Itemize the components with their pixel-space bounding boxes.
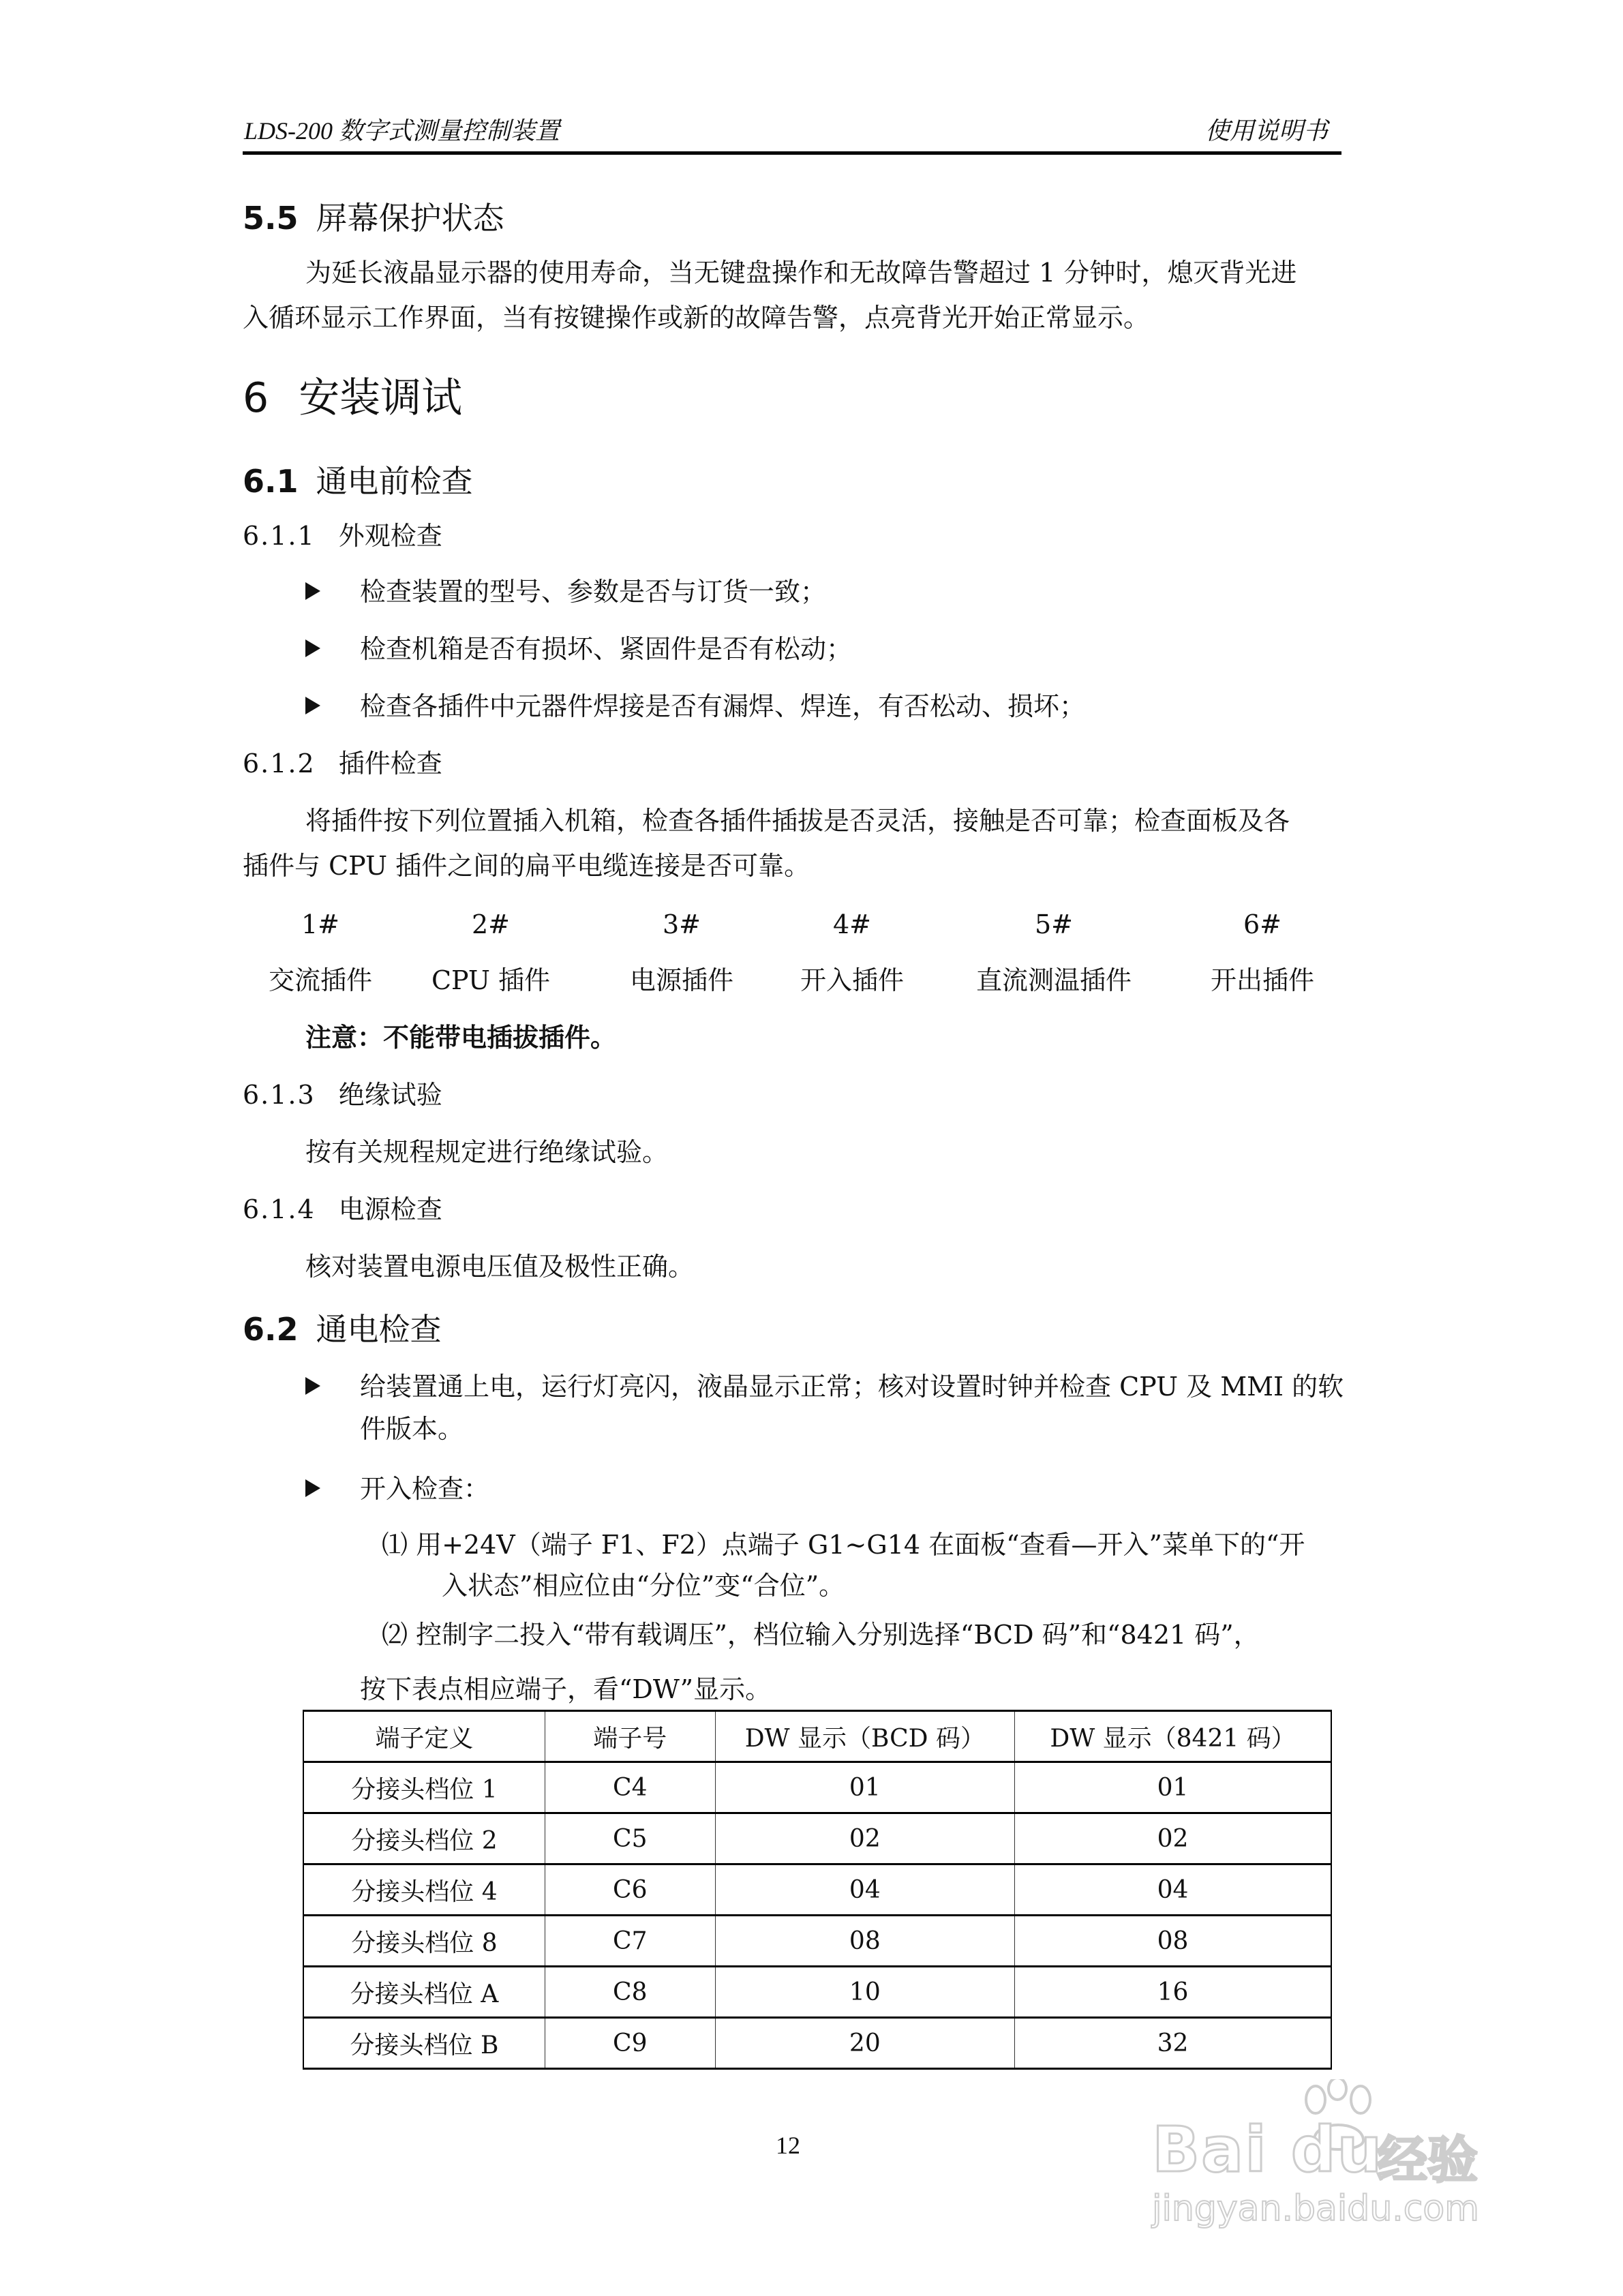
- table-header-row: [303, 1711, 1331, 1762]
- plugin-name: CPU 插件: [431, 965, 551, 995]
- subsection-6-1-1-heading: [243, 518, 442, 554]
- plugin-slot: 1#: [301, 909, 340, 939]
- table-row: 分接头档位 2 C5 02 02: [303, 1813, 1331, 1864]
- section-number: 6.2: [243, 1311, 299, 1348]
- section-5-5-paragraph-line2: 入循环显示工作界面，当有按键操作或新的故障告警，点亮背光开始正常显示。: [243, 303, 1150, 333]
- subsection-title: 插件检查: [338, 749, 442, 779]
- section-title: 通电检查: [316, 1311, 442, 1348]
- section-title: 屏幕保护状态: [316, 200, 504, 237]
- plugin-slot: 5#: [1034, 909, 1074, 939]
- section-5-5-heading: [243, 198, 504, 239]
- chapter-6-heading: [243, 374, 462, 423]
- column-header: 端子定义: [303, 1711, 545, 1762]
- table-row: 分接头档位 8 C7 08 08: [303, 1916, 1331, 1967]
- page-number: 12: [776, 2132, 800, 2159]
- arrow-bullet-icon: [305, 697, 320, 714]
- subsection-6-1-2-paragraph-line1: 将插件按下列位置插入机箱，检查各插件插拔是否灵活，接触是否可靠；检查面板及各: [305, 806, 1290, 836]
- subsection-title: 外观检查: [338, 521, 442, 551]
- chapter-title: 安装调试: [299, 374, 463, 422]
- table-row: 分接头档位 A C8 10 16: [303, 1967, 1331, 2018]
- section-6-2-heading: [243, 1309, 442, 1350]
- plugin-slot: 4#: [832, 909, 872, 939]
- plugin-slot: 6#: [1243, 909, 1282, 939]
- section-number: 6.1: [243, 463, 299, 500]
- warning-note: 注意：不能带电插拔插件。: [305, 1022, 617, 1053]
- document-page: LDS-200 数字式测量控制装置 使用说明书 5.5 屏幕保护状态 为延长液晶显示器的使用寿命，当无键盘操作和无故障告警超过 1 分钟时，熄灭背光进 入循环显示工作界面，当有按键操作或新的故障告警，点亮背光开始正常显示。 6 安装调试 6.1 通电前检查 6.1.1 外观检查 检查装置的型号、参数是否与订货一致； 检查机箱是否有损坏、紧固件是否有松动； 检查各插件中元器件焊接是否有漏焊、焊连，有否松动、损坏； 6.1.2 插件检查 将插件按下列位置插入机箱，检查各插件插拔是否灵活，接触是否可靠；检查面板及各 插件与 CPU 插件之间的扁平电缆连接是否可靠。 1# 2# 3# 4# 5# 6# 交流插件 CPU 插件 电源插件 开入插件 直流测温插件 开出插件 注意：不能带电插拔插件。 6.1.3 绝缘试验 按有关规程规定进行绝缘试验。 6.1.4 电源检查 核对装置电源电压值及极性正确。 6.2 通电检查 给装置通上电，运行灯亮闪，液晶显示正常；核对设置时钟并检查 CPU 及 MMI 的软 件版本。 开入检查： ⑴ 用+24V（端子 F1、F2）点端子 G1~G14 在面板“查看—开入”菜单下的“开 入状态”相应位由“分位”变“合位”。 ⑵ 控制字二投入“带有载调压”，档位输入分别选择“BCD 码”和“8421 码”， 按下表点相应端子，看“DW”显示。 端子定义 端子号 DW 显示（BCD 码） DW 显示（8421 码） 分接头档位 1 C4 01 01 分接头档位 2 C5 02 02 分接头档位 4 C6 04 04 分接头档位 8 C7 08 08 分接头档位 A C8 10 16 分接头档位 B C9 20 32 12 Bai du 经验 jingyan.baidu.com: [0, 0, 1623, 2296]
- plugin-slot: 2#: [471, 909, 511, 939]
- arrow-bullet-icon: [305, 639, 320, 657]
- subsection-title: 电源检查: [338, 1194, 442, 1224]
- subsection-6-1-2-paragraph-line2: 插件与 CPU 插件之间的扁平电缆连接是否可靠。: [243, 851, 810, 881]
- watermark-logo-text: Bai du: [1152, 2113, 1384, 2186]
- header-rule: [243, 151, 1341, 155]
- plugin-name: 直流测温插件: [975, 965, 1132, 995]
- tap-position-table: [303, 1710, 1332, 2070]
- section-title: 通电前检查: [316, 463, 473, 500]
- column-header: 端子号: [545, 1711, 715, 1762]
- subsection-title: 绝缘试验: [338, 1080, 442, 1110]
- header-title-right: 使用说明书: [1204, 117, 1328, 145]
- plugin-name: 电源插件: [629, 965, 733, 995]
- arrow-bullet-icon: [305, 1479, 320, 1497]
- section-5-5-paragraph-line1: 为延长液晶显示器的使用寿命，当无键盘操作和无故障告警超过 1 分钟时，熄灭背光进: [305, 258, 1297, 288]
- subsection-number: 6.1.2: [243, 749, 316, 779]
- subsection-6-1-4-heading: [243, 1192, 442, 1227]
- subsection-6-1-3-paragraph: 按有关规程规定进行绝缘试验。: [305, 1137, 669, 1167]
- plugin-name: 交流插件: [268, 965, 372, 995]
- numbered-item-2-line2: 按下表点相应端子，看“DW”显示。: [360, 1674, 772, 1704]
- column-header: DW 显示（BCD 码）: [715, 1711, 1014, 1762]
- subsection-6-1-4-paragraph: 核对装置电源电压值及极性正确。: [305, 1252, 695, 1282]
- list-item-continuation: 件版本。: [360, 1414, 464, 1444]
- watermark-url: jingyan.baidu.com: [1152, 2188, 1479, 2229]
- watermark-logo-cn: 经验: [1377, 2131, 1478, 2190]
- page-header: [243, 109, 1341, 157]
- header-title-left: LDS-200 数字式测量控制装置: [244, 117, 560, 145]
- arrow-bullet-icon: [305, 1377, 320, 1395]
- arrow-bullet-icon: [305, 582, 320, 600]
- section-6-1-heading: [243, 461, 473, 502]
- subsection-6-1-3-heading: [243, 1077, 442, 1113]
- subsection-number: 6.1.4: [243, 1194, 316, 1224]
- plugin-name: 开出插件: [1210, 965, 1314, 995]
- chapter-number: 6: [243, 374, 269, 422]
- subsection-number: 6.1.1: [243, 521, 316, 551]
- table-row: 分接头档位 1 C4 01 01: [303, 1762, 1331, 1813]
- column-header: DW 显示（8421 码）: [1015, 1711, 1331, 1762]
- table-row: 分接头档位 B C9 20 32: [303, 2018, 1331, 2069]
- table-row: 分接头档位 4 C6 04 04: [303, 1864, 1331, 1916]
- numbered-item-1-line1: ⑴ 用+24V（端子 F1、F2）点端子 G1~G14 在面板“查看—开入”菜单下的“开: [382, 1530, 1305, 1560]
- section-number: 5.5: [243, 200, 299, 237]
- numbered-item-2-line1: ⑵ 控制字二投入“带有载调压”，档位输入分别选择“BCD 码”和“8421 码”，: [382, 1620, 1260, 1650]
- baidu-jingyan-watermark: [1152, 2086, 1534, 2256]
- subsection-number: 6.1.3: [243, 1080, 316, 1110]
- plugin-name: 开入插件: [800, 965, 904, 995]
- plugin-slot: 3#: [662, 909, 701, 939]
- subsection-6-1-2-heading: [243, 746, 442, 781]
- numbered-item-1-line2: 入状态”相应位由“分位”变“合位”。: [442, 1571, 845, 1601]
